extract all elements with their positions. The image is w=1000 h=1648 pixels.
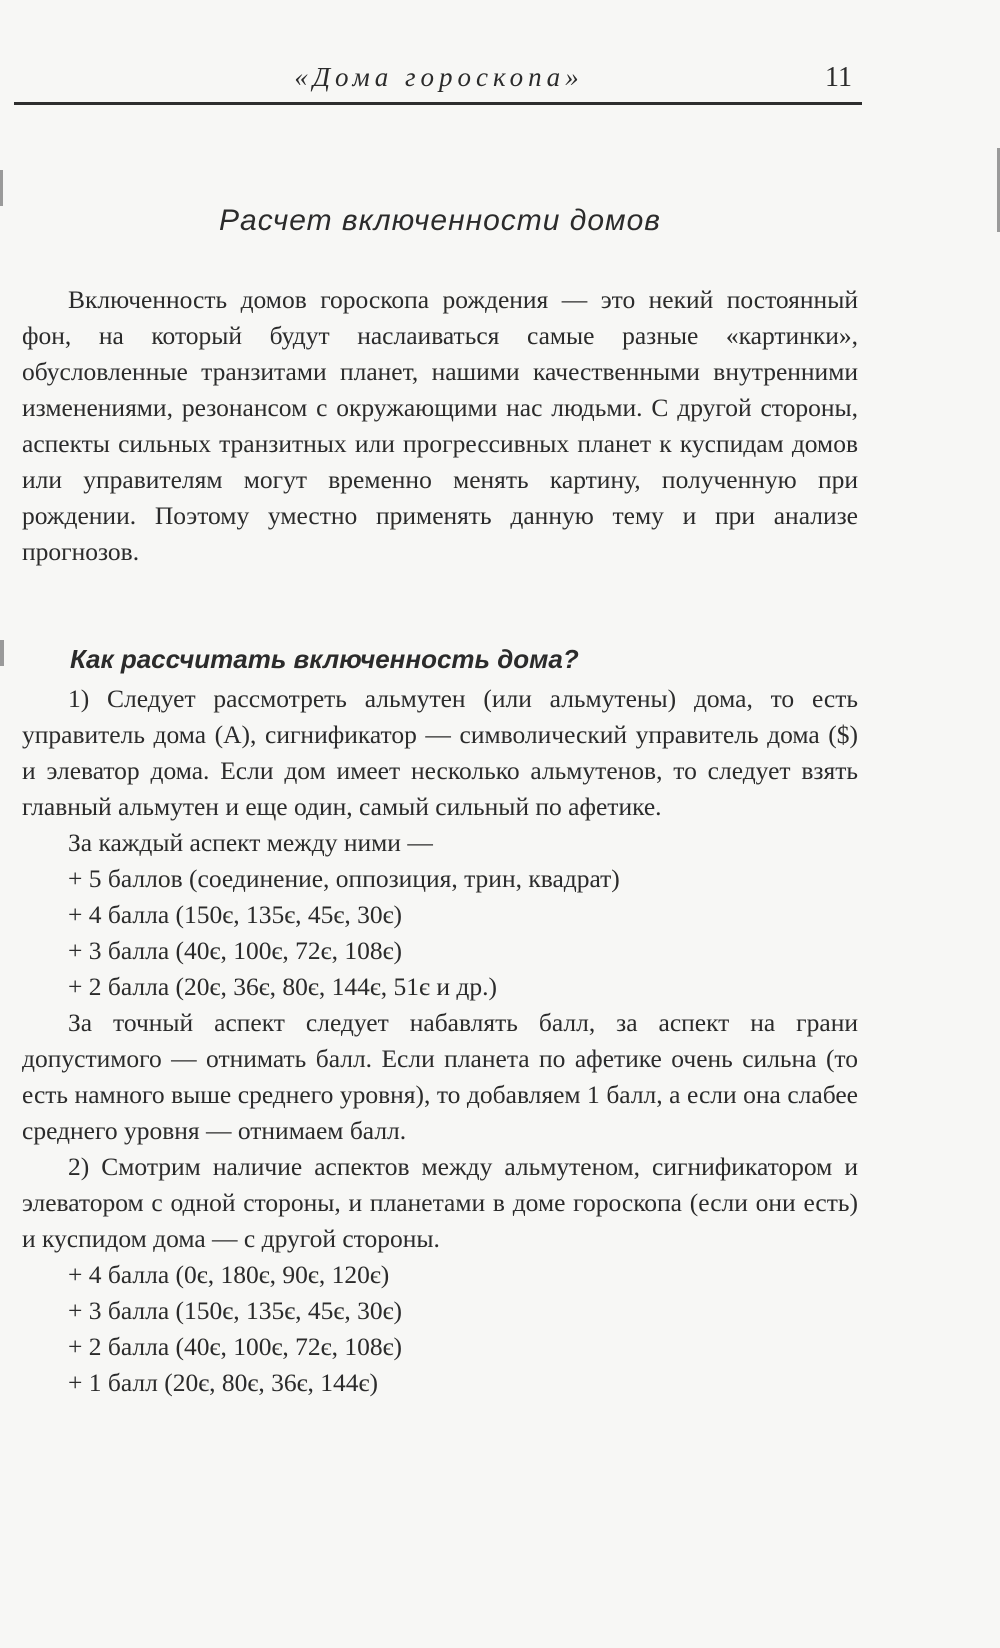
score-line: + 1 балл (20є, 80є, 36є, 144є) bbox=[68, 1368, 378, 1397]
body-paragraph: 1) Следует рассмотреть альмутен (или альмутены) дома, то есть управитель дома (А), сигнификатор — символический управитель дома ($) и элеватор дома. Если дом имеет несколько альмутенов, то следует взять главный альмутен и еще один, самый сильный по афетике. bbox=[22, 684, 858, 821]
body-paragraph: 2) Смотрим наличие аспектов между альмутеном, сигнификатором и элеватором с одной стороны, и планетами в доме гороскопа (если они есть) и куспидом дома — с другой стороны. bbox=[22, 1152, 858, 1253]
scan-edge-mark bbox=[0, 170, 3, 206]
score-line: + 3 балла (150є, 135є, 45є, 30є) bbox=[68, 1296, 403, 1325]
score-line: + 5 баллов (соединение, оппозиция, трин, квадрат) bbox=[68, 864, 620, 893]
score-line: + 2 балла (20є, 36є, 80є, 144є, 51є и др.) bbox=[68, 972, 497, 1001]
score-line: + 4 балла (0є, 180є, 90є, 120є) bbox=[68, 1260, 390, 1289]
header-rule bbox=[14, 102, 862, 105]
page-number: 11 bbox=[825, 62, 852, 93]
intro-paragraph: Включенность домов гороскопа рождения — это некий постоянный фон, на который будут наслаиваться самые разные «картинки», обусловленные транзитами планет, нашими качественными внутренними изменениями, резонансом с окружающими нас людьми. С другой стороны, аспекты сильных транзитных или прогрессивных планет к куспидам домов или управителям могут временно менять картину, полученную при рождении. Поэтому уместно применять данную тему и при анализе прогнозов. bbox=[22, 285, 858, 566]
subheading: Как рассчитать включенность дома? bbox=[70, 644, 579, 674]
score-line: + 3 балла (40є, 100є, 72є, 108є) bbox=[68, 936, 403, 965]
scan-edge-mark bbox=[0, 640, 4, 666]
section-title: Расчет включенности домов bbox=[219, 204, 661, 237]
running-title: «Дома гороскопа» bbox=[294, 62, 584, 92]
score-line: + 4 балла (150є, 135є, 45є, 30є) bbox=[68, 900, 403, 929]
running-head bbox=[18, 62, 860, 106]
score-line: + 2 балла (40є, 100є, 72є, 108є) bbox=[68, 1332, 403, 1361]
body-paragraph: За точный аспект следует набавлять балл, за аспект на грани допустимого — отнимать балл. Если планета по афетике очень сильна (то есть намного выше среднего уровня), то добавляем 1 балл, а если она слабее среднего уровня — отнимаем балл. bbox=[22, 1008, 858, 1145]
body-text bbox=[22, 681, 858, 1401]
score-line: За каждый аспект между ними — bbox=[68, 828, 433, 857]
